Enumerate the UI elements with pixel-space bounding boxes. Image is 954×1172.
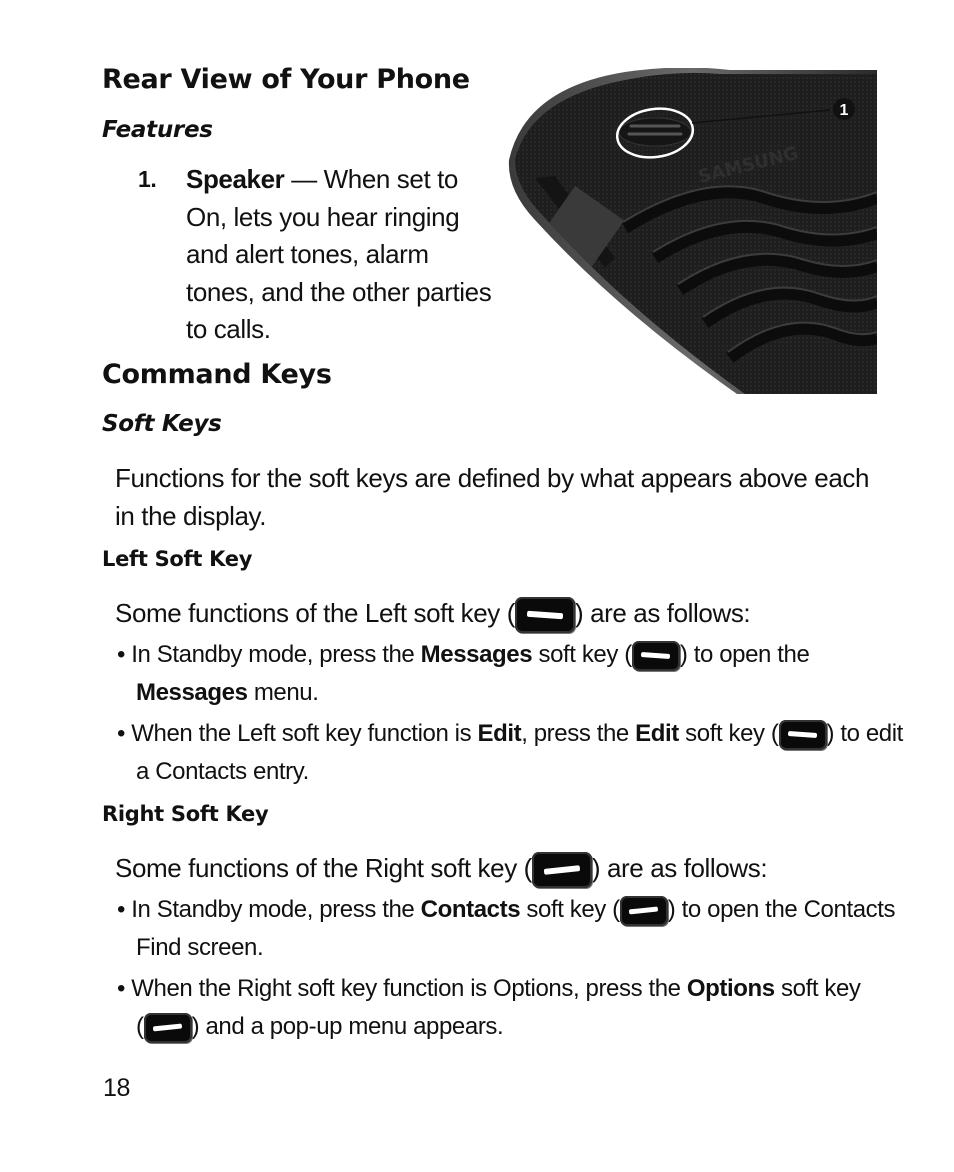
left-bullet-2 — [117, 715, 917, 791]
feature-line-1: — When set to — [284, 164, 458, 194]
left-b1-mid: soft key ( — [532, 641, 632, 668]
left-b2-bold2: Edit — [635, 720, 679, 747]
left-b2-mid2: soft key ( — [678, 720, 779, 747]
brand-logo: SAMSUNG — [696, 142, 801, 188]
command-keys-heading: Command Keys — [102, 359, 332, 390]
soft-keys-intro — [115, 459, 915, 535]
left-b2-bold1: Edit — [477, 720, 522, 747]
left-intro-after: ) are as follows: — [574, 598, 751, 628]
left-b1-bold: Messages — [420, 641, 533, 668]
right-b1-post: ) to open the Contacts — [667, 896, 896, 923]
right-b2-pre: • When the Right soft key function is Options, press the — [117, 975, 687, 1002]
left-soft-key-heading: Left Soft Key — [102, 547, 253, 571]
rear-view-heading: Rear View of Your Phone — [102, 64, 470, 95]
right-b1-pre: • In Standby mode, press the — [117, 896, 421, 923]
right-intro-after: ) are as follows: — [591, 853, 768, 883]
right-bullet-1 — [117, 891, 917, 967]
feature-line-4: tones, and the other parties — [186, 276, 492, 307]
left-b2-mid1: , press the — [521, 720, 636, 747]
right-b2-post: soft key — [774, 975, 861, 1002]
left-b2-line2: a Contacts entry. — [136, 758, 309, 785]
right-soft-key-icon — [620, 896, 668, 926]
features-subheading: Features — [102, 117, 213, 143]
right-soft-key-icon — [532, 852, 592, 888]
left-soft-key-icon — [779, 720, 827, 750]
feature-item-speaker — [186, 161, 496, 349]
left-soft-key-icon — [515, 597, 575, 633]
right-b2-line2-pre: ( — [136, 1013, 144, 1040]
right-b2-bold: Options — [686, 975, 775, 1002]
right-soft-key-heading: Right Soft Key — [102, 802, 269, 826]
left-b2-pre: • When the Left soft key function is — [117, 720, 478, 747]
left-b1-post: ) to open the — [679, 641, 810, 668]
page-number: 18 — [103, 1074, 131, 1102]
right-b1-bold: Contacts — [420, 896, 521, 923]
right-intro-before: Some functions of the Right soft key ( — [115, 853, 532, 883]
right-soft-key-icon — [144, 1013, 192, 1043]
right-bullet-2 — [117, 970, 917, 1046]
soft-keys-intro-line-2: in the display. — [115, 501, 267, 531]
left-soft-key-intro — [115, 594, 915, 633]
left-bullet-1 — [117, 636, 917, 712]
feature-term: Speaker — [186, 164, 285, 194]
feature-line-2: On, lets you hear ringing — [186, 201, 460, 232]
phone-rear-illustration — [505, 68, 877, 394]
left-intro-before: Some functions of the Left soft key ( — [115, 598, 515, 628]
right-b1-mid: soft key ( — [520, 896, 620, 923]
left-b2-post: ) to edit — [826, 720, 903, 747]
left-b1-line2-rest: menu. — [247, 679, 319, 706]
right-b1-line2: Find screen. — [136, 934, 264, 961]
feature-line-3: and alert tones, alarm — [186, 239, 429, 269]
callout-number: 1 — [839, 102, 849, 119]
right-b2-line2-post: ) and a pop-up menu appears. — [191, 1013, 504, 1040]
left-soft-key-icon — [632, 641, 680, 671]
left-b1-line2-bold: Messages — [136, 679, 248, 706]
left-b1-pre: • In Standby mode, press the — [117, 641, 421, 668]
soft-keys-intro-line-1: Functions for the soft keys are defined by what appears above each — [115, 463, 870, 493]
feature-line-5: to calls. — [186, 314, 271, 344]
soft-keys-subheading: Soft Keys — [102, 411, 222, 437]
feature-number: 1. — [138, 166, 157, 192]
right-soft-key-intro — [115, 849, 915, 888]
speaker-grille — [619, 118, 691, 146]
